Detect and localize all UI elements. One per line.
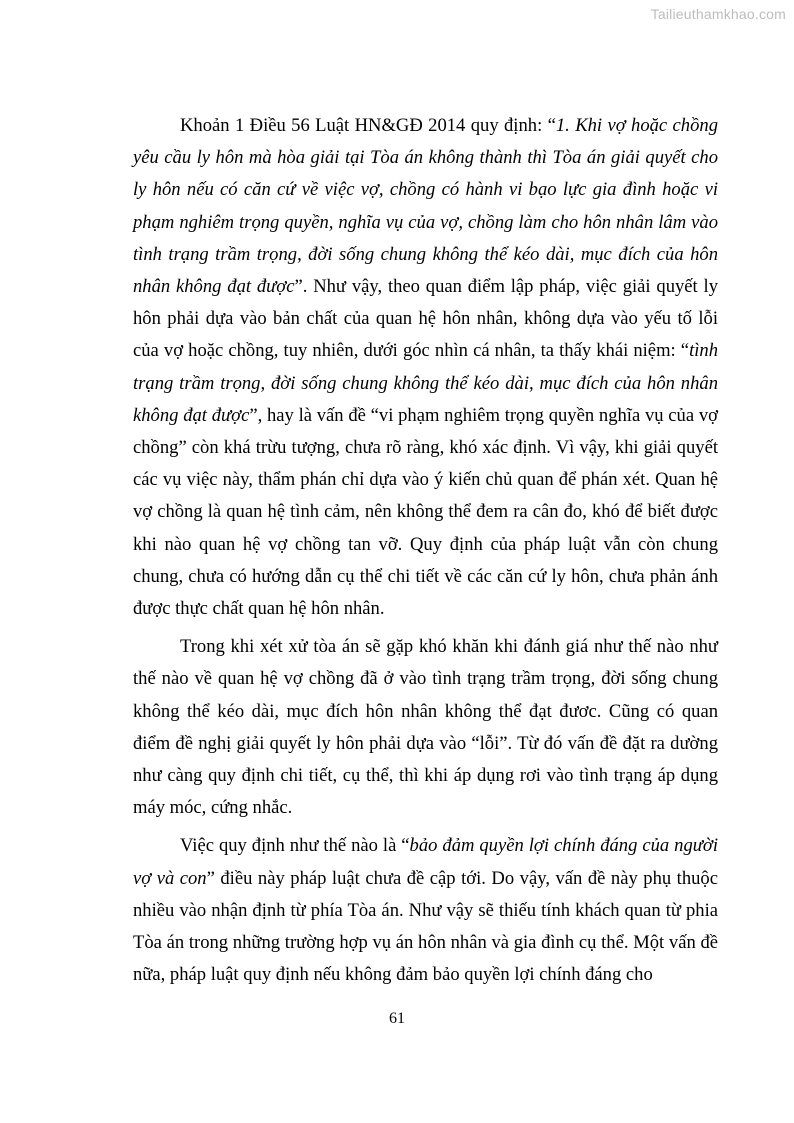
watermark-text: Tailieuthamkhao.com [650,6,786,22]
text-segment: Khoản 1 Điều 56 Luật HN&GĐ 2014 quy định: “ [180,115,556,136]
text-segment: Việc quy định như thế nào là “ [180,835,410,857]
paragraph-3 [133,830,718,991]
italic-quote: bảo đảm quyền lợi chính đáng của người vợ và con [133,835,718,889]
text-segment: Trong khi xét xử tòa án sẽ gặp khó khăn khi đánh giá như thế nào như thế nào về quan hệ vợ chồng đã ở vào tình trạng trầm trọng, đời sống chung không thể kéo dài, mục đích hôn nhân không thể đạt đươc. Cũng có quan điểm đề nghị giải quyết ly hôn phải dựa vào “lỗi”. Từ đó vấn đề đặt ra dường như càng quy định chi tiết, cụ thể, thì khi áp dụng rơi vào tình trạng áp dụng máy móc, cứng nhắc. [133,636,718,819]
italic-quote: tình trạng trầm trọng, đời sống chung không thể kéo dài, mục đích của hôn nhân không đạt được [133,340,718,426]
text-segment: ”, hay là vấn đề “vi phạm nghiêm trọng quyền nghĩa vụ của vợ chồng” còn khá trừu tượng, chưa rõ ràng, khó xác định. Vì vậy, khi giải quyết các vụ việc này, thẩm phán chỉ dựa vào ý kiến chủ quan để phán xét. Quan hệ vợ chồng là quan hệ tình cảm, nên không thể đem ra cân đo, khó để biết được khi nào quan hệ vợ chồng tan vỡ. Quy định của pháp luật vẫn còn chung chung, chưa có hướng dẫn cụ thể chi tiết về các căn cứ ly hôn, chưa phản ánh được thực chất quan hệ hôn nhân. [133,404,718,620]
paragraph-2 [133,631,718,824]
text-segment: ” điều này pháp luật chưa đề cập tới. Do vậy, vấn đề này phụ thuộc nhiều vào nhận định từ phía Tòa án. Như vậy sẽ thiếu tính khách quan từ phia Tòa án trong những trường hợp vụ án hôn nhân và gia đình cụ thể. Một vấn đề nữa, pháp luật quy định nếu không đảm bảo quyền lợi chính đáng cho [133,867,718,986]
paragraph-1 [133,110,718,625]
text-segment: ”. Như vậy, theo quan điểm lập pháp, việc giải quyết ly hôn phải dựa vào bản chất của quan hệ hôn nhân, không dựa vào yếu tố lỗi của vợ hoặc chồng, tuy nhiên, dưới góc nhìn cá nhân, ta thấy khái niệm: “ [133,276,718,362]
italic-quote: 1. Khi vợ hoặc chồng yêu cầu ly hôn mà hòa giải tại Tòa án không thành thì Tòa án giải quyết cho ly hôn nếu có căn cứ về việc vợ, chồng có hành vi bạo lực gia đình hoặc vi phạm nghiêm trọng quyền, nghĩa vụ của vợ, chồng làm cho hôn nhân lâm vào tình trạng trầm trọng, đời sống chung không thể kéo dài, mục đích của hôn nhân không đạt được [133,115,718,298]
document-body [133,110,718,997]
page-number: 61 [389,1010,405,1027]
